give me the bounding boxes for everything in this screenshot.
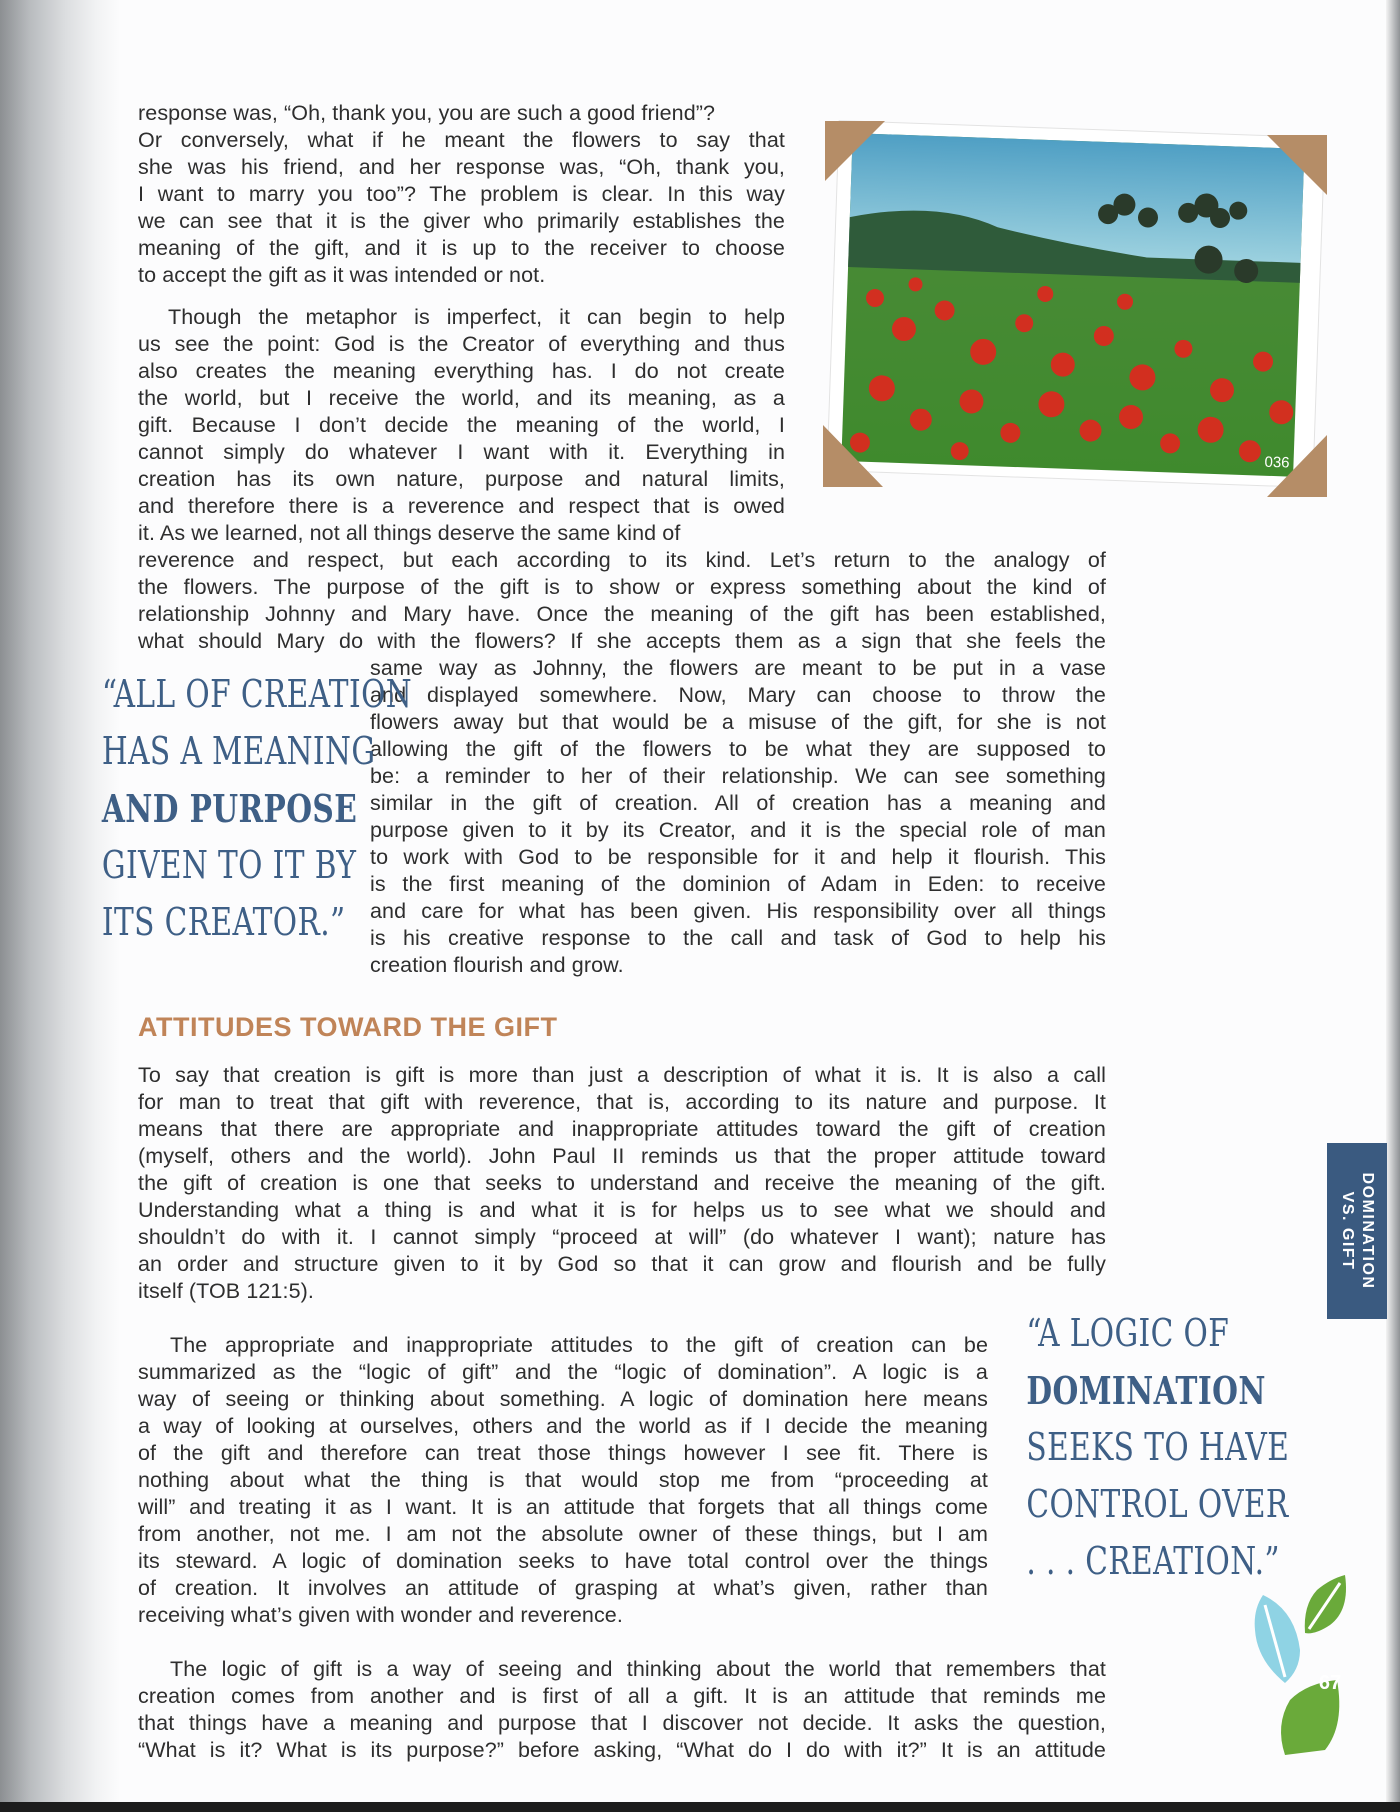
pull-quote-1 [70, 666, 413, 951]
painting-illustration [815, 105, 1335, 500]
image-label: 036 [1264, 453, 1290, 472]
text-line: its steward. A logic of domination seeks to have total control over the things [138, 1549, 988, 1573]
text-line: The logic of gift is a way of seeing and thinking about the world that remembers that [170, 1657, 1106, 1681]
text-line: shouldn’t do with it. I cannot simply “proceed at will” (do whatever I want); nature has [138, 1225, 1106, 1249]
text-line: a way of looking at ourselves, others and the world as if I decide the meaning [138, 1414, 988, 1438]
text-line: us see the point: God is the Creator of everything and thus [138, 332, 785, 356]
page-number: 67 [1318, 1672, 1342, 1694]
pull-quote-line: . . . CREATION.” [1026, 1539, 1280, 1583]
text-line: is his creative response to the call and task of God to help his [370, 926, 1106, 950]
text-line: summarized as the “logic of gift” and the “logic of domination”. A logic is a [138, 1360, 988, 1384]
pull-quote-line: “A LOGIC OF [1026, 1311, 1230, 1355]
text-line: to work with God to be responsible for it and help it flourish. This [370, 845, 1106, 869]
text-line: the world, but I receive the world, and its meaning, as a [138, 386, 785, 410]
text-line: similar in the gift of creation. All of creation has a meaning and [370, 791, 1106, 815]
section-tab-line: DOMINATION [1359, 1172, 1376, 1290]
text-line: Though the metaphor is imperfect, it can begin to help [168, 305, 785, 329]
text-line: Or conversely, what if he meant the flowers to say that [138, 128, 785, 152]
pull-quote-line: GIVEN TO IT BY [101, 843, 357, 887]
text-line: to accept the gift as it was intended or not. [138, 263, 546, 287]
text-line: she was his friend, and her response was, “Oh, thank you, [138, 155, 785, 179]
text-line: and displayed somewhere. Now, Mary can choose to throw the [370, 683, 1106, 707]
text-line: for man to treat that gift with reverence, that is, according to its nature and purpose. It [138, 1090, 1106, 1114]
text-line: meaning of the gift, and it is up to the receiver to choose [138, 236, 785, 260]
text-line: what should Mary do with the flowers? If she accepts them as a sign that she feels the [138, 629, 1106, 653]
text-line: the flowers. The purpose of the gift is to show or express something about the kind of [138, 575, 1106, 599]
pull-quote-line: SEEKS TO HAVE [1026, 1425, 1290, 1469]
text-line: gift. Because I don’t decide the meaning of the world, I [138, 413, 785, 437]
text-line: will” and treating it as I want. It is an attitude that forgets that all things come [138, 1495, 988, 1519]
text-line: creation has its own nature, purpose and natural limits, [138, 467, 785, 491]
text-line: (myself, others and the world). John Paul II reminds us that the proper attitude toward [138, 1144, 1106, 1168]
text-line: The appropriate and inappropriate attitudes to the gift of creation can be [170, 1333, 988, 1357]
pull-quote-line: DOMINATION [1026, 1368, 1266, 1413]
text-line: is the first meaning of the dominion of Adam in Eden: to receive [370, 872, 1106, 896]
pull-quote-line: “ALL OF CREATION [101, 672, 413, 716]
section-tab-label [1337, 1173, 1377, 1290]
blue-leaf-icon [1255, 1595, 1300, 1683]
text-line: be: a reminder to her of their relationship. We can see something [370, 764, 1106, 788]
section-heading: ATTITUDES TOWARD THE GIFT [138, 1012, 558, 1042]
text-line: of the gift and therefore can treat those things however I see fit. There is [138, 1441, 988, 1465]
text-line: it. As we learned, not all things deserve the same kind of [138, 521, 681, 545]
text-line: creation comes from another and is first of all a gift. It is an attitude that reminds me [138, 1684, 1106, 1708]
text-line: also creates the meaning everything has. I do not create [138, 359, 785, 383]
text-line: that things have a meaning and purpose that I discover not decide. It asks the question, [138, 1711, 1106, 1735]
text-line: cannot simply do whatever I want with it. Everything in [138, 440, 785, 464]
text-line: creation flourish and grow. [370, 953, 624, 977]
text-line: I want to marry you too”? The problem is clear. In this way [138, 182, 785, 206]
text-line: relationship Johnny and Mary have. Once the meaning of the gift has been established, [138, 602, 1106, 626]
text-line: way of seeing or thinking about something. A logic of domination here means [138, 1387, 988, 1411]
text-line: flowers away but that would be a misuse of the gift, for she is not [370, 710, 1106, 734]
text-line: and care for what has been given. His responsibility over all things [370, 899, 1106, 923]
page-edge [1386, 0, 1400, 1812]
leaf-decoration [1245, 1555, 1365, 1755]
text-line: we can see that it is the giver who primarily establishes the [138, 209, 785, 233]
pull-quote-line: CONTROL OVER [1026, 1482, 1289, 1526]
text-line: purpose given to it by its Creator, and it is the special role of man [370, 818, 1106, 842]
pull-quote-line: HAS A MEANING [101, 729, 376, 773]
text-line: nothing about what the thing is that would stop me from “proceeding at [138, 1468, 988, 1492]
text-line: means that there are appropriate and inappropriate attitudes toward the gift of creation [138, 1117, 1106, 1141]
green-leaf-icon [1305, 1575, 1346, 1633]
text-line: same way as Johnny, the flowers are meant to be put in a vase [370, 656, 1106, 680]
text-line: response was, “Oh, thank you, you are such a good friend”? [138, 101, 716, 125]
pull-quote-line: ITS CREATOR.” [101, 900, 346, 944]
text-line: reverence and respect, but each according to its kind. Let’s return to the analogy of [138, 548, 1106, 572]
text-line: To say that creation is gift is more than just a description of what it is. It is also a call [138, 1063, 1106, 1087]
text-line: “What is it? What is its purpose?” before asking, “What do I do with it?” It is an attitude [138, 1738, 1106, 1762]
poppy-field-painting [815, 105, 1335, 500]
text-line: of creation. It involves an attitude of grasping at what’s given, rather than [138, 1576, 988, 1600]
pull-quote-line: AND PURPOSE [101, 786, 358, 831]
text-line: the gift of creation is one that seeks to understand and receive the meaning of the gift. [138, 1171, 1106, 1195]
section-tab-line: VS. GIFT [1339, 1191, 1356, 1271]
text-line: receiving what’s given with wonder and reverence. [138, 1603, 623, 1627]
section-tab [1327, 1143, 1387, 1319]
text-line: itself (TOB 121:5). [138, 1279, 314, 1303]
pull-quote-2 [1000, 1305, 1290, 1590]
page-bottom-edge [0, 1802, 1400, 1812]
text-line: from another, not me. I am not the absolute owner of these things, but I am [138, 1522, 988, 1546]
text-line: allowing the gift of the flowers to be what they are supposed to [370, 737, 1106, 761]
text-line: and therefore there is a reverence and respect that is owed [138, 494, 785, 518]
text-line: an order and structure given to it by God so that it can grow and flourish and be fully [138, 1252, 1106, 1276]
text-line: Understanding what a thing is and what it is for helps us to see what we should and [138, 1198, 1106, 1222]
